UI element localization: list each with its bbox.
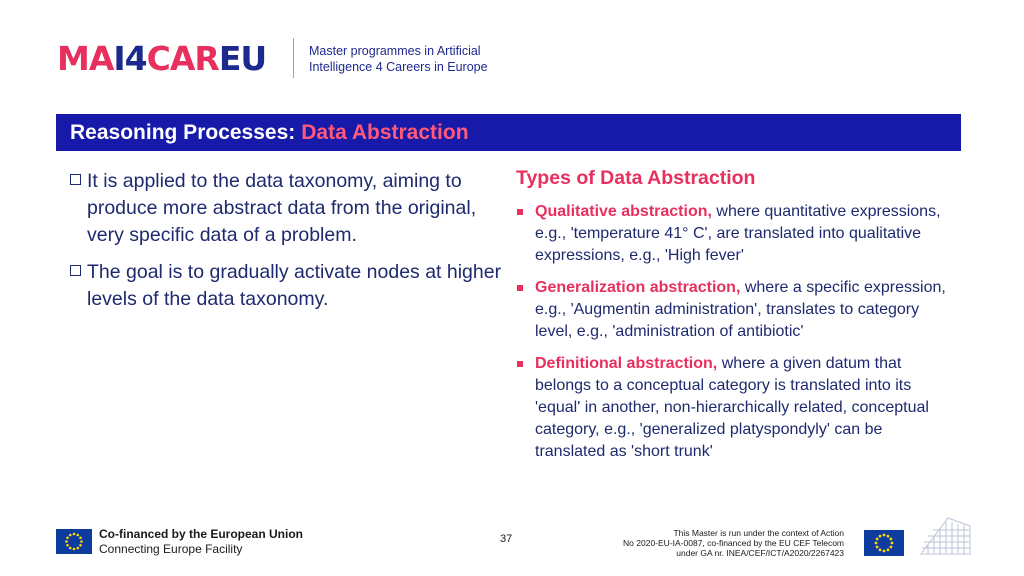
abstraction-bullet (516, 201, 956, 267)
page-number: 37 (500, 533, 513, 545)
square-bullet-icon (517, 209, 523, 215)
bullet-text: where a specific expression, e.g., 'Augmentin administration', translates to category level, e.g., 'administration of antibiotic' (535, 279, 946, 340)
eu-flag-icon (864, 530, 904, 556)
logo-part-eu: EU (218, 38, 267, 78)
square-bullet-icon (517, 361, 523, 367)
cofinanced-text: Co-financed by the European Union (99, 527, 304, 541)
checkbox-bullet-icon (70, 174, 81, 185)
notice-line-3: under GA nr. INEA/CEF/ICT/A2020/2267423 (676, 548, 844, 558)
eu-flag-icon (56, 529, 92, 554)
types-heading: Types of Data Abstraction (516, 167, 756, 189)
slide-title-highlight: Data Abstraction (301, 120, 469, 144)
cofinanced-label (99, 527, 303, 557)
left-point (70, 168, 510, 249)
tagline-line-2: Intelligence 4 Careers in Europe (309, 60, 488, 74)
notice-line-1: This Master is run under the context of Action (673, 528, 844, 538)
logo-part-ma: MA (57, 38, 114, 78)
header-divider (293, 38, 294, 78)
logo-part-i4: I4 (113, 38, 147, 78)
left-point (70, 259, 510, 313)
abstraction-bullet (516, 353, 956, 463)
bullet-lead: Qualitative abstraction, (535, 203, 712, 220)
left-point-text: It is applied to the data taxonomy, aiming to produce more abstract data from the original, very specific data of a problem. (87, 170, 477, 246)
bullet-text: where quantitative expressions, e.g., 'temperature 41° C', are translated into qualitative expressions, e.g., 'High fever' (535, 203, 941, 264)
tagline (309, 43, 488, 75)
building-icon (918, 514, 973, 558)
abstraction-bullet (516, 277, 956, 343)
bullet-lead: Generalization abstraction, (535, 279, 741, 296)
right-column (516, 167, 956, 473)
slide-title: Reasoning Processes: (70, 120, 296, 144)
funding-notice (623, 528, 844, 558)
title-bar (56, 114, 961, 151)
left-point-text: The goal is to gradually activate nodes at higher levels of the data taxonomy. (87, 261, 502, 310)
checkbox-bullet-icon (70, 265, 81, 276)
bullet-lead: Definitional abstraction, (535, 355, 718, 372)
logo-part-car: CAR (146, 38, 219, 78)
tagline-line-1: Master programmes in Artificial (309, 44, 481, 58)
logo (57, 40, 266, 76)
left-column (70, 168, 510, 323)
square-bullet-icon (517, 285, 523, 291)
bullet-text: where a given datum that belongs to a conceptual category is translated into its 'equal' in another, non-hierarchically related, conceptual category, e.g., 'generalized platyspondyly' can be translated as 'short trunk' (535, 355, 929, 460)
notice-line-2: No 2020-EU-IA-0087, co-financed by the EU CEF Telecom (623, 538, 844, 548)
facility-text: Connecting Europe Facility (99, 542, 243, 556)
